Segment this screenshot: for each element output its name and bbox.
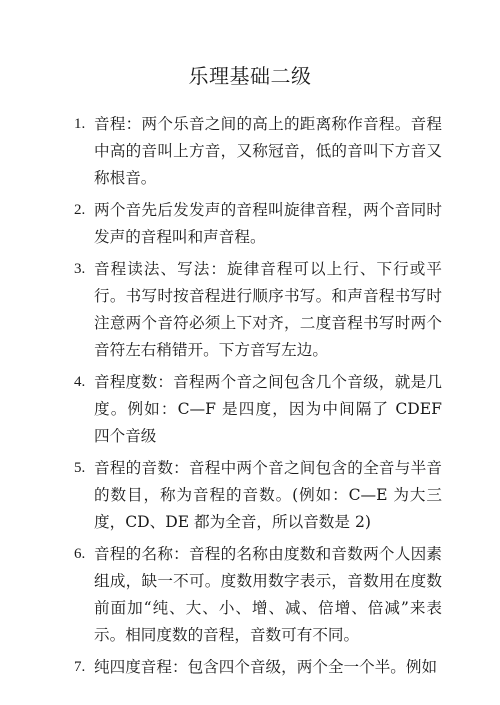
item-text: 纯四度音程：包含四个音级，两个全一个半。例如 xyxy=(94,658,438,676)
list-item xyxy=(0,455,500,536)
list-item xyxy=(0,111,500,192)
list-item xyxy=(0,197,500,251)
item-number: 1. xyxy=(74,116,86,132)
list-item xyxy=(0,654,500,681)
item-text: 两个音先后发发声的音程叫旋律音程，两个音同时发声的音程叫和声音程。 xyxy=(94,201,442,246)
item-number: 5. xyxy=(74,460,86,476)
content-list xyxy=(0,111,500,686)
list-item xyxy=(0,256,500,364)
list-item xyxy=(0,541,500,649)
item-text: 音程的名称：音程的名称由度数和音数两个人因素组成，缺一不可。度数用数字表示，音数用在度数前面加“纯、大、小、增、减、倍增、倍减”来表示。相同度数的音程，音数可有不同。 xyxy=(94,545,442,644)
item-text: 音程读法、写法：旋律音程可以上行、下行或平行。书写时按音程进行顺序书写。和声音程书写时注意两个音符必须上下对齐，二度音程书写时两个音符左右稍错开。下方音写左边。 xyxy=(94,260,442,359)
item-text: 音程：两个乐音之间的高上的距离称作音程。音程中高的音叫上方音，又称冠音，低的音叫下方音又称根音。 xyxy=(94,115,442,187)
item-number: 4. xyxy=(74,374,86,390)
page-title: 乐理基础二级 xyxy=(188,64,312,88)
item-number: 7. xyxy=(74,659,86,675)
item-text: 音程的音数：音程中两个音之间包含的全音与半音的数目，称为音程的音数。(例如：C—E 为大三度，CD、DE 都为全音，所以音数是 2) xyxy=(94,459,442,531)
item-number: 6. xyxy=(74,546,86,562)
list-item xyxy=(0,369,500,450)
item-text: 音程度数：音程两个音之间包含几个音级，就是几度。例如：C—F 是四度，因为中间隔了 CDEF 四个音级 xyxy=(94,373,442,445)
item-number: 3. xyxy=(74,261,86,277)
item-number: 2. xyxy=(74,202,86,218)
